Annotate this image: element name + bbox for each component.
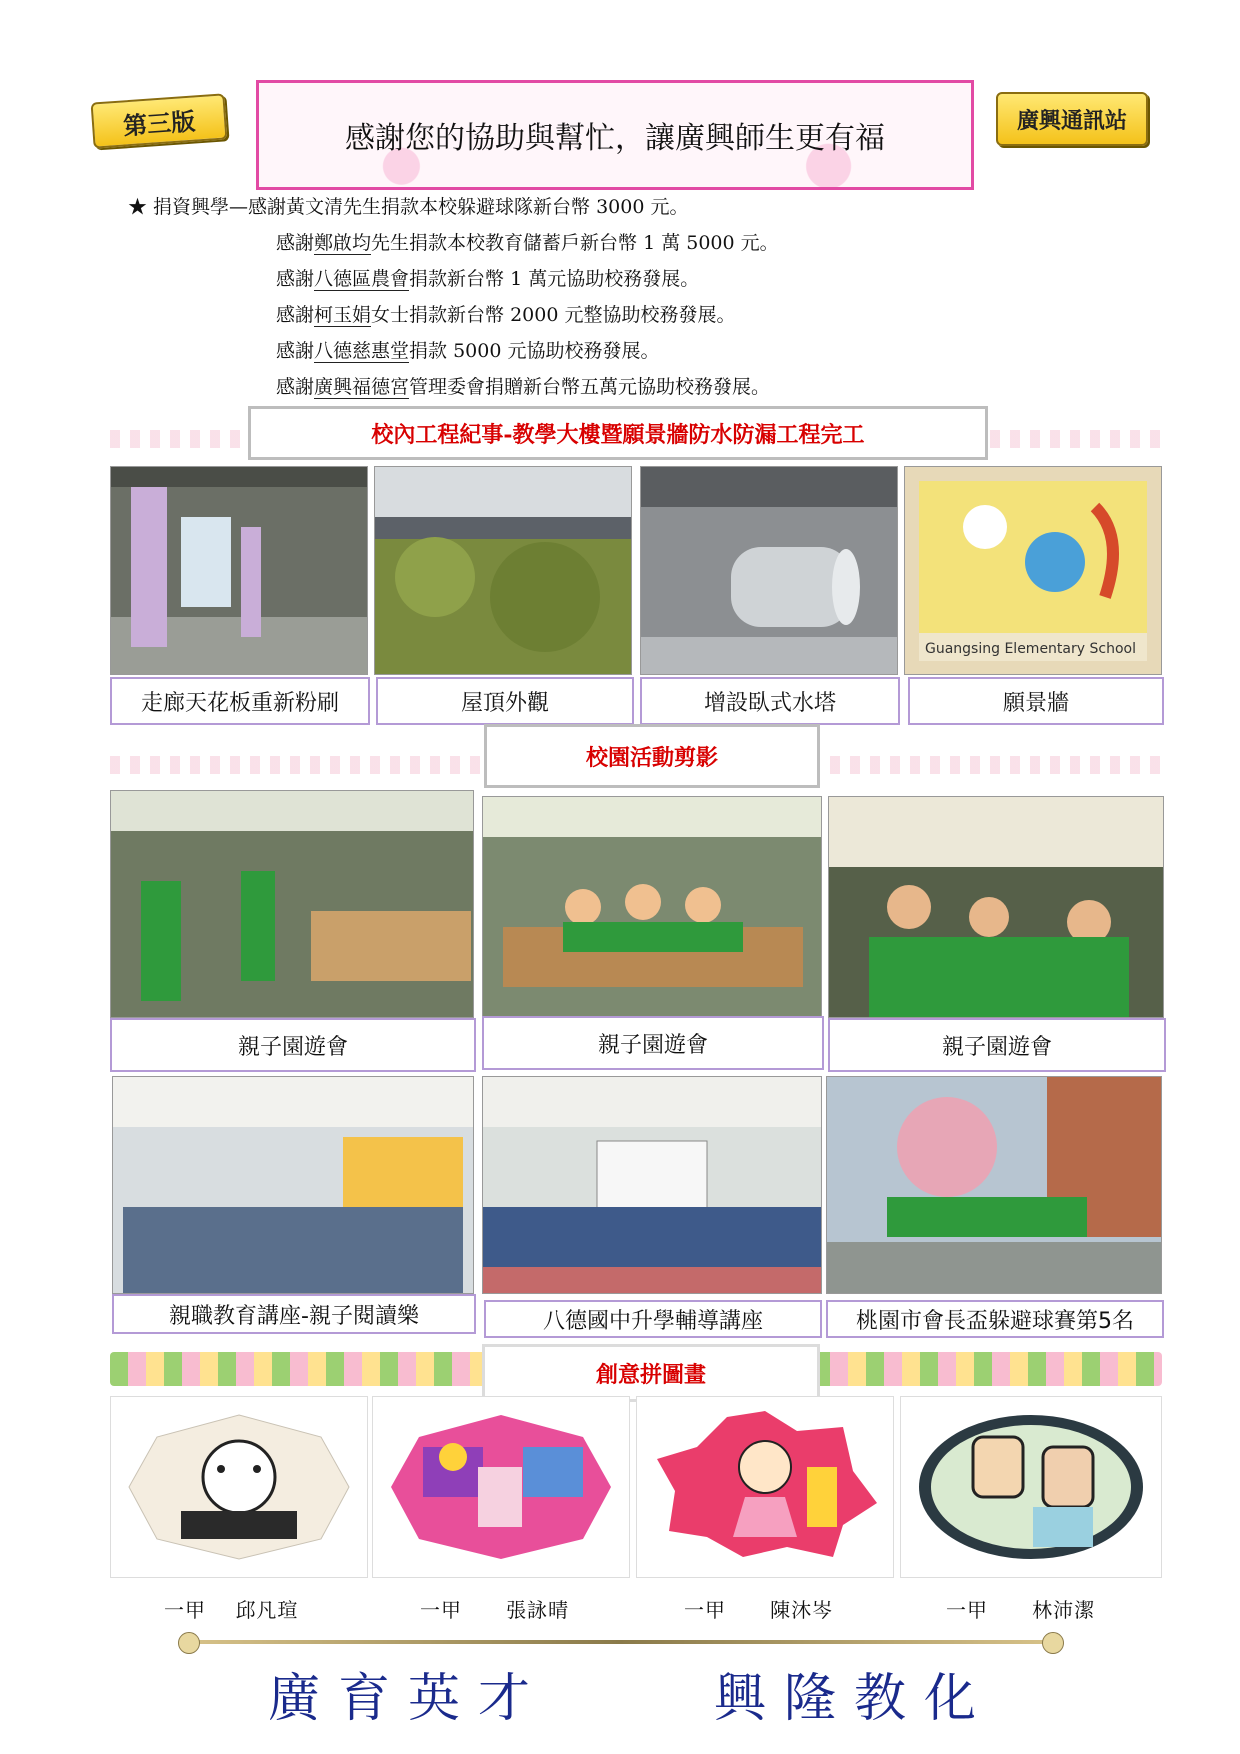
photo-junior-high-lecture — [482, 1076, 822, 1294]
artist-class: 一甲 — [946, 1598, 988, 1622]
puzzle-art-2 — [372, 1396, 630, 1578]
donor-name: 八德區農會 — [314, 268, 410, 290]
caption-fair-1 — [110, 1018, 476, 1072]
motto-right-text: 興隆教化 — [714, 1669, 995, 1729]
donation-pre: 感謝 — [276, 376, 315, 398]
caption-junior-high-lecture — [484, 1300, 822, 1338]
donation-line — [276, 336, 779, 372]
caption-text: 增設臥式水塔 — [703, 690, 836, 716]
artist-class: 一甲 — [420, 1598, 462, 1622]
section-title-text: 創意拼圖畫 — [595, 1361, 706, 1388]
donation-post: 女士捐款新台幣 2000 元整協助校務發展。 — [371, 304, 736, 326]
donation-lead — [128, 192, 688, 219]
caption-text: 願景牆 — [1002, 690, 1069, 716]
vision-wall-text: Guangsing Elementary School — [925, 641, 1136, 657]
artist-class: 一甲 — [164, 1598, 206, 1622]
section-title-puzzle — [482, 1344, 820, 1402]
artist-name: 陳沐岑 — [770, 1598, 834, 1622]
caption-water-tank — [640, 677, 900, 725]
donation-pre: 感謝 — [276, 268, 315, 290]
photo-parent-lecture — [112, 1076, 474, 1294]
footer-divider — [180, 1640, 1060, 1644]
caption-text: 親職教育講座-親子閱讀樂 — [169, 1303, 419, 1329]
donation-line — [276, 300, 779, 336]
artist-class: 一甲 — [684, 1598, 726, 1622]
donation-line — [276, 228, 779, 264]
donation-post: 管理委會捐贈新台幣五萬元協助校務發展。 — [409, 376, 771, 398]
artist-name: 林沛潔 — [1032, 1598, 1096, 1622]
caption-fair-2 — [482, 1016, 824, 1070]
donation-line — [276, 264, 779, 300]
section-title-text: 校園活動剪影 — [585, 744, 718, 771]
puzzle-art-4 — [900, 1396, 1162, 1578]
puzzle-art-3 — [636, 1396, 894, 1578]
donor-name: 柯玉娟 — [314, 304, 372, 326]
section-title-activities — [484, 724, 820, 788]
donation-list — [276, 228, 779, 408]
page-title-box — [256, 80, 974, 190]
caption-text: 桃園市會長盃躲避球賽第5名 — [856, 1308, 1134, 1334]
photo-vision-wall — [904, 466, 1162, 675]
motto-left-text: 廣育英才 — [268, 1669, 549, 1729]
section-title-text: 校內工程紀事-教學大樓暨願景牆防水防漏工程完工 — [371, 421, 865, 448]
donation-post: 先生捐款本校教育儲蓄戶新台幣 1 萬 5000 元。 — [371, 232, 779, 254]
photo-dodgeball-team — [826, 1076, 1162, 1294]
photo-fair-2 — [482, 796, 822, 1018]
donation-lead-text: ★ 捐資興學—感謝黃文清先生捐款本校躲避球隊新台幣 3000 元。 — [128, 196, 689, 218]
newsletter-tag-label: 廣興通訊站 — [1016, 107, 1127, 134]
caption-dodgeball-team — [826, 1300, 1164, 1338]
photo-water-tank — [640, 466, 898, 675]
caption-text: 屋頂外觀 — [460, 690, 549, 716]
donor-name: 廣興福德宮 — [314, 376, 410, 398]
divider-knob-left — [178, 1632, 200, 1654]
caption-text: 親子園遊會 — [597, 1032, 708, 1058]
artist-label — [946, 1594, 1095, 1623]
page-title: 感謝您的協助與幫忙，讓廣興師生更有福 — [345, 121, 885, 156]
section-title-construction — [248, 406, 988, 460]
artist-label — [164, 1594, 298, 1623]
donation-line — [276, 372, 779, 408]
artist-name: 張詠晴 — [506, 1598, 570, 1622]
donation-post: 捐款 5000 元協助校務發展。 — [409, 340, 660, 362]
caption-roof — [376, 677, 634, 725]
photo-fair-1 — [110, 790, 474, 1018]
donation-pre: 感謝 — [276, 340, 315, 362]
photo-fair-3 — [828, 796, 1164, 1018]
caption-vision-wall — [908, 677, 1164, 725]
caption-text: 親子園遊會 — [237, 1034, 348, 1060]
motto-right — [714, 1656, 994, 1731]
artist-name: 邱凡瑄 — [235, 1598, 299, 1622]
edition-tag-label: 第三版 — [122, 106, 197, 140]
artist-label — [420, 1594, 569, 1623]
caption-text: 親子園遊會 — [941, 1034, 1052, 1060]
divider-knob-right — [1042, 1632, 1064, 1654]
caption-fair-3 — [828, 1018, 1166, 1072]
artist-label — [684, 1594, 833, 1623]
puzzle-art-1 — [110, 1396, 368, 1578]
donor-name: 鄭啟均 — [314, 232, 372, 254]
donor-name: 八德慈惠堂 — [314, 340, 410, 362]
photo-corridor — [110, 466, 368, 675]
newsletter-tag — [996, 92, 1148, 146]
motto-left — [268, 1656, 548, 1731]
caption-text: 走廊天花板重新粉刷 — [140, 690, 339, 716]
caption-parent-lecture — [112, 1294, 476, 1334]
caption-text: 八德國中升學輔導講座 — [542, 1308, 763, 1334]
donation-pre: 感謝 — [276, 232, 315, 254]
donation-post: 捐款新台幣 1 萬元協助校務發展。 — [409, 268, 700, 290]
donation-pre: 感謝 — [276, 304, 315, 326]
photo-roof — [374, 466, 632, 675]
caption-corridor — [110, 677, 370, 725]
edition-tag — [91, 93, 228, 148]
